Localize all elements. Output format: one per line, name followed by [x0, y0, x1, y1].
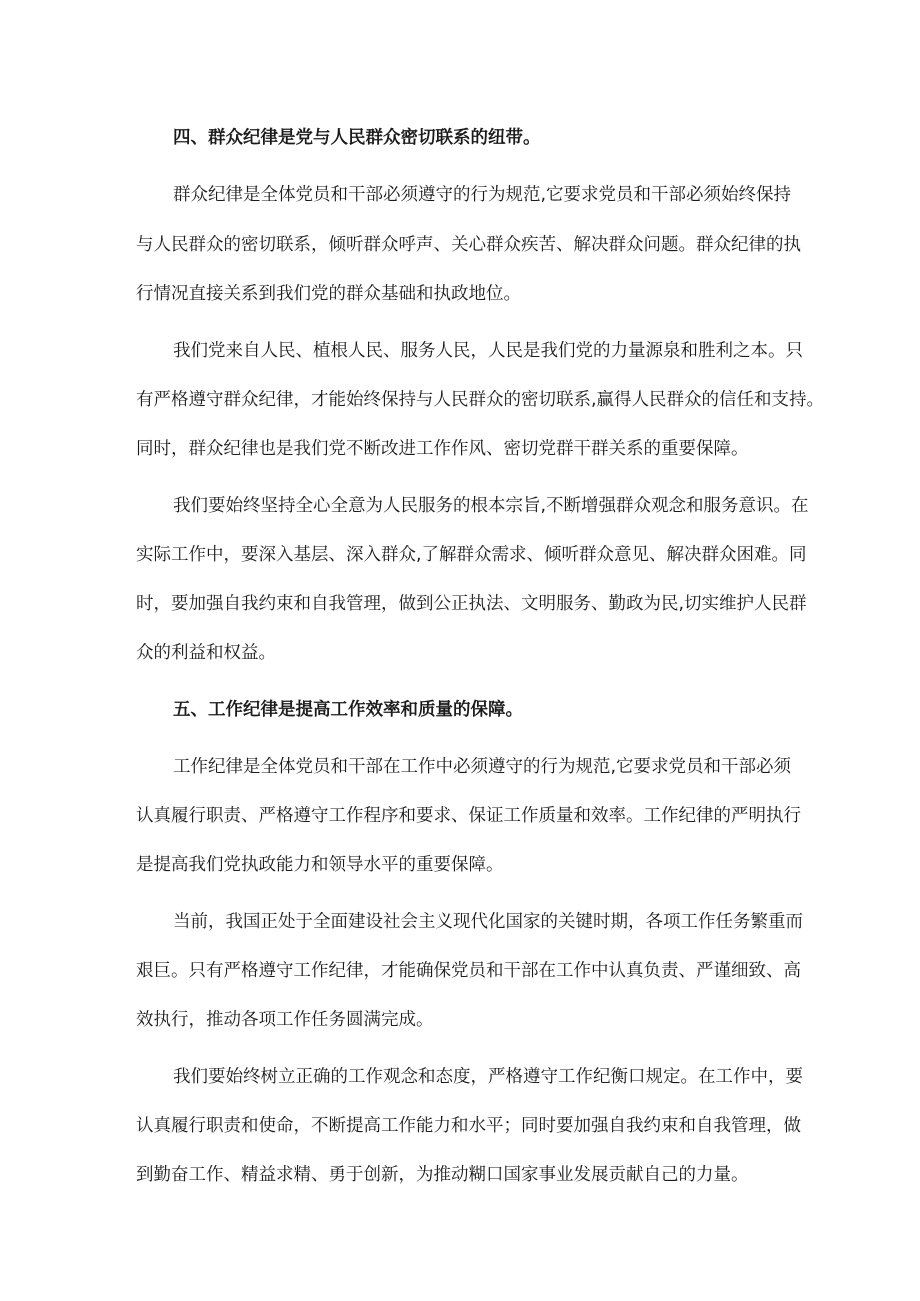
- section-heading-5: 五、工作纪律是提高工作效率和质量的保障。: [173, 700, 523, 720]
- paragraph-line: 我们要始终树立正确的工作观念和态度，严格遵守工作纪衡口规定。在工作中，要: [173, 1067, 803, 1087]
- paragraph-line: 艰巨。只有严格遵守工作纪律，才能确保党员和干部在工作中认真负责、严谨细致、高: [136, 961, 801, 981]
- paragraph-line: 到勤奋工作、精益求精、勇于创新，为推动糊口国家事业发展贡献自己的力量。: [136, 1165, 749, 1185]
- paragraph-line: 群众纪律是全体党员和干部必须遵守的行为规范,它要求党员和干部必须始终保持: [173, 185, 792, 205]
- paragraph-line: 认真履行职责、严格遵守工作程序和要求、保证工作质量和效率。工作纪律的严明执行: [136, 806, 801, 826]
- paragraph-line: 我们党来自人民、植根人民、服务人民，人民是我们党的力量源泉和胜利之本。只: [173, 341, 803, 361]
- paragraph-line: 实际工作中，要深入基层、深入群众,了解群众需求、倾听群众意见、解决群众困难。同: [136, 545, 807, 565]
- paragraph-line: 效执行，推动各项工作任务圆满完成。: [136, 1010, 434, 1030]
- section-heading-4: 四、群众纪律是党与人民群众密切联系的纽带。: [173, 128, 541, 148]
- paragraph-line: 工作纪律是全体党员和干部在工作中必须遵守的行为规范,它要求党员和干部必须: [173, 757, 792, 777]
- paragraph-line: 当前，我国正处于全面建设社会主义现代化国家的关键时期，各项工作任务繁重而: [173, 912, 803, 932]
- paragraph-line: 众的利益和权益。: [136, 643, 276, 663]
- paragraph-line: 认真履行职责和使命，不断提高工作能力和水平；同时要加强自我约束和自我管理，做: [136, 1116, 801, 1136]
- paragraph-line: 有严格遵守群众纪律，才能始终保持与人民群众的密切联系,赢得人民群众的信任和支持。: [136, 390, 825, 410]
- paragraph-line: 与人民群众的密切联系，倾听群众呼声、关心群众疾苦、解决群众问题。群众纪律的执: [136, 235, 801, 255]
- paragraph-line: 同时，群众纪律也是我们党不断改进工作作风、密切党群干群关系的重要保障。: [136, 439, 749, 459]
- paragraph-line: 时，要加强自我约束和自我管理，做到公正执法、文明服务、勤政为民,切实维护人民群: [136, 594, 807, 614]
- paragraph-line: 是提高我们党执政能力和领导水平的重要保障。: [136, 855, 504, 875]
- paragraph-line: 行情况直接关系到我们党的群众基础和执政地位。: [136, 284, 521, 304]
- paragraph-line: 我们要始终坚持全心全意为人民服务的根本宗旨,不断增强群众观念和服务意识。在: [173, 496, 809, 516]
